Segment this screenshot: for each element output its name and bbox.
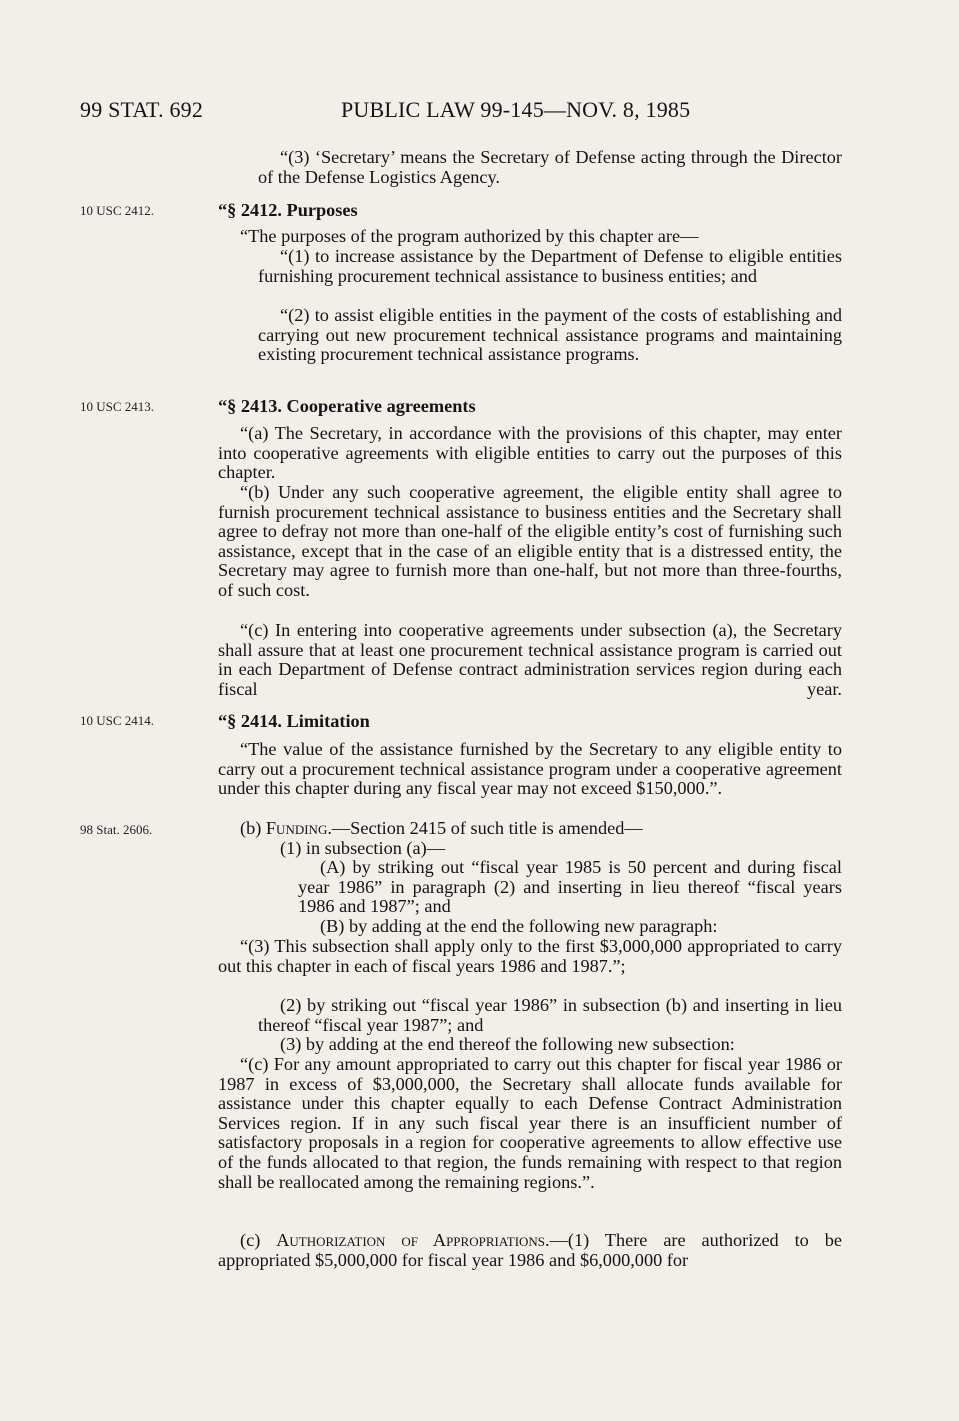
section-2412-purpose-1: “(1) to increase assistance by the Department of Defense to eligible entities furnishing procurement technical assistance to business entities; and — [258, 246, 842, 286]
public-law-title: PUBLIC LAW 99-145—NOV. 8, 1985 — [341, 97, 691, 122]
section-2412-intro: “The purposes of the program authorized by this chapter are— — [240, 226, 699, 246]
funding-item-3: (3) by adding at the end thereof the following new subsection: — [280, 1034, 735, 1054]
subsection-c-label: (c) — [240, 1230, 277, 1250]
subsection-b-label: (b) — [240, 818, 266, 838]
funding-item-3-quote: “(c) For any amount appropriated to carry out this chapter for fiscal year 1986 or 1987 in excess of $3,000,000, the Secretary shall allocate funds available for assistance under this chapter equally to each Defense Contract Administration Services region. If in any such fiscal year there is an insufficient number of satisfactory proposals in a region for cooperative agreements to allow effective use of the funds allocated to that region, the funds remaining with respect to that region shall be reallocated among the remaining regions.”. — [218, 1054, 842, 1192]
section-2414-limitation: “The value of the assistance furnished by the Secretary to any eligible entity to carry out a procurement technical assistance program under a cooperative agreement under this chapter during any fiscal year may not exceed $150,000.”. — [218, 739, 842, 799]
stat-page-number: 99 STAT. 692 — [80, 97, 204, 122]
section-2413-subsection-b: “(b) Under any such cooperative agreement, the eligible entity shall agree to furnish procurement technical assistance to business entities and the Secretary shall agree to defray not more than one-half of the eligible entity’s cost of furnishing such assistance, except that in the case of an eligible entity that is a distressed entity, the Secretary may agree to furnish more than one-half, but not more than three-fourths, of such cost. — [218, 482, 842, 600]
funding-text: .—Section 2415 of such title is amended— — [327, 818, 643, 838]
margin-note-2413: 10 USC 2413. — [80, 399, 155, 414]
funding-item-1B: (B) by adding at the end the following new paragraph: — [320, 916, 718, 936]
funding-item-1B-quote: “(3) This subsection shall apply only to the first $3,000,000 appropriated to carry out this chapter in each of fiscal years 1986 and 1987.”; — [218, 936, 842, 976]
funding-item-1: (1) in subsection (a)— — [280, 838, 445, 858]
subsection-b-funding — [218, 819, 842, 839]
section-2413-subsection-a: “(a) The Secretary, in accordance with the provisions of this chapter, may enter into cooperative agreements with eligible entities to carry out the purposes of this chapter. — [218, 423, 842, 483]
section-2413-subsection-c: “(c) In entering into cooperative agreements under subsection (a), the Secretary shall assure that at least one procurement technical assistance program is carried out in each Department of Defense contract administration services region during each fiscal year. — [218, 620, 842, 699]
margin-note-2412: 10 USC 2412. — [80, 203, 155, 218]
definition-secretary: “(3) ‘Secretary’ means the Secretary of Defense acting through the Director of the Defense Logistics Agency. — [258, 147, 842, 187]
funding-item-1A: (A) by striking out “fiscal year 1985 is 50 percent and during fiscal year 1986” in paragraph (2) and inserting in lieu thereof “fiscal years 1986 and 1987”; and — [298, 857, 842, 917]
section-2414-heading: “§ 2414. Limitation — [218, 711, 370, 731]
funding-heading: Funding — [265, 818, 328, 838]
section-2412-purpose-2: “(2) to assist eligible entities in the payment of the costs of establishing and carrying out new procurement technical assistance programs and maintaining existing procurement technical assistance programs. — [258, 305, 842, 365]
funding-item-2: (2) by striking out “fiscal year 1986” in subsection (b) and inserting in lieu thereof “fiscal year 1987”; and — [258, 995, 842, 1035]
section-2412-heading: “§ 2412. Purposes — [218, 200, 358, 220]
subsection-c-authorization — [218, 1231, 842, 1270]
section-2413-heading: “§ 2413. Cooperative agreements — [218, 396, 476, 416]
authorization-heading: Authorization of Appropriations — [276, 1230, 546, 1250]
margin-note-2414: 10 USC 2414. — [80, 713, 155, 728]
authorization-text: .—(1) There are authorized to be appropriated $5,000,000 for fiscal year 1986 and $6,000,000 for — [218, 1230, 842, 1270]
margin-note-98-stat: 98 Stat. 2606. — [80, 822, 153, 837]
